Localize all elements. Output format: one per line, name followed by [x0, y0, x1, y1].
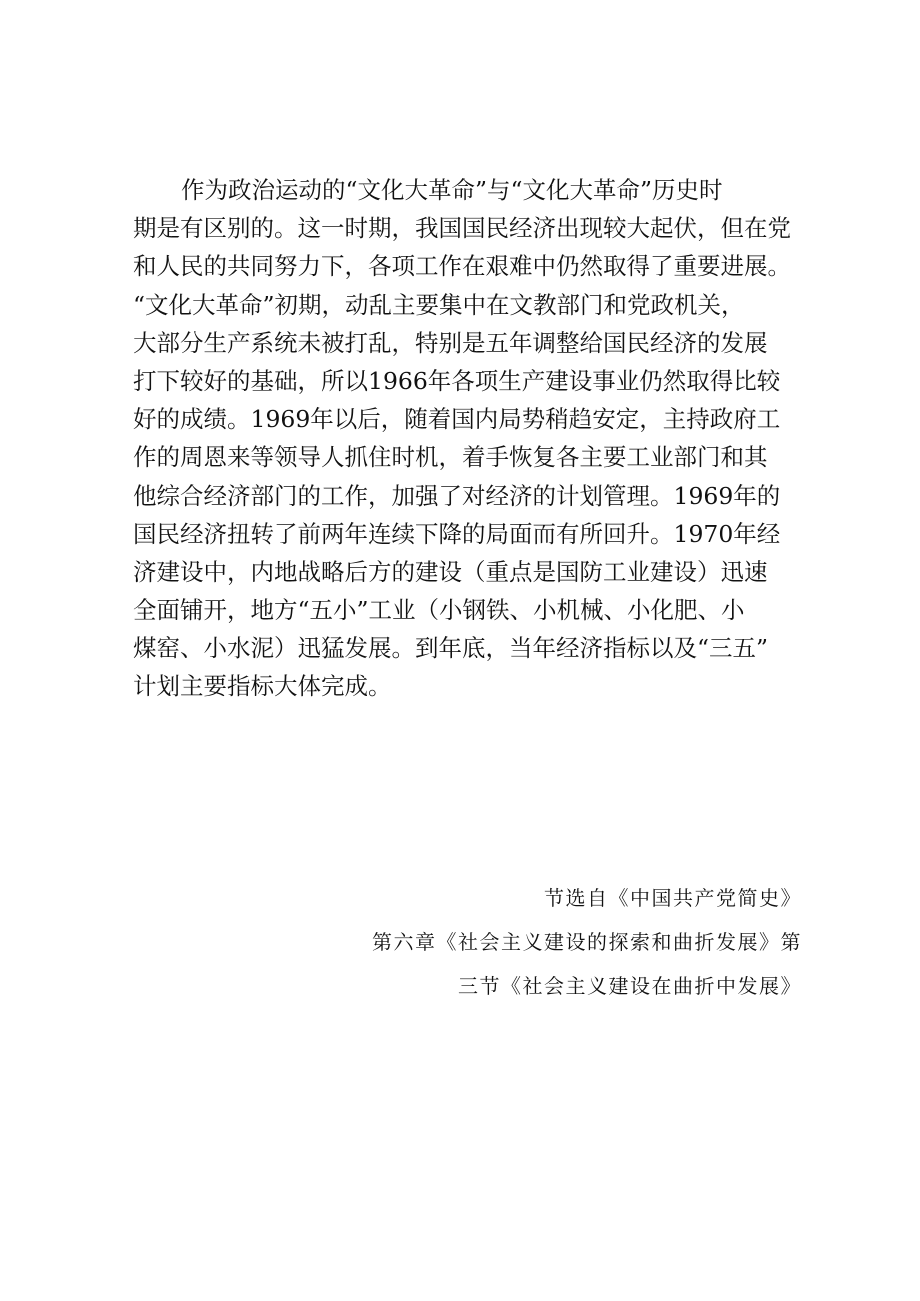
paragraph-line: 好的成绩。1969年以后，随着国内局势稍趋安定，主持政府工	[133, 405, 781, 434]
paragraph-line: 济建设中，内地战略后方的建设（重点是国防工业建设）迅速	[133, 557, 768, 586]
source-line-chapter: 第六章《社会主义建设的探索和曲折发展》第	[372, 930, 802, 954]
paragraph-line: 大部分生产系统未被打乱，特别是五年调整给国民经济的发展	[133, 328, 768, 357]
paragraph-line: 国民经济扭转了前两年连续下降的局面而有所回升。1970年经	[133, 519, 781, 548]
source-line-book: 节选自《中国共产党简史》	[544, 886, 802, 910]
paragraph-line: 计划主要指标大体完成。	[133, 672, 392, 701]
paragraph-line: 全面铺开，地方“五小”工业（小钢铁、小机械、小化肥、小	[133, 596, 745, 625]
paragraph-line: 期是有区别的。这一时期，我国国民经济出现较大起伏，但在党	[133, 214, 791, 243]
paragraph-line: 和人民的共同努力下，各项工作在艰难中仍然取得了重要进展。	[133, 252, 791, 281]
paragraph-line: 他综合经济部门的工作，加强了对经济的计划管理。1969年的	[133, 481, 781, 510]
paragraph-line: 作为政治运动的“文化大革命”与“文化大革命”历史时	[181, 176, 723, 204]
paragraph-line: “文化大革命”初期，动乱主要集中在文教部门和党政机关，	[133, 290, 745, 319]
main-paragraph	[133, 171, 813, 706]
paragraph-line: 打下较好的基础，所以1966年各项生产建设事业仍然取得比较	[133, 366, 781, 395]
source-citation	[372, 876, 802, 1008]
source-line-section: 三节《社会主义建设在曲折中发展》	[458, 974, 802, 998]
paragraph-line: 煤窑、小水泥）迅猛发展。到年底，当年经济指标以及“三五”	[133, 634, 769, 663]
paragraph-line: 作的周恩来等领导人抓住时机，着手恢复各主要工业部门和其	[133, 443, 768, 472]
